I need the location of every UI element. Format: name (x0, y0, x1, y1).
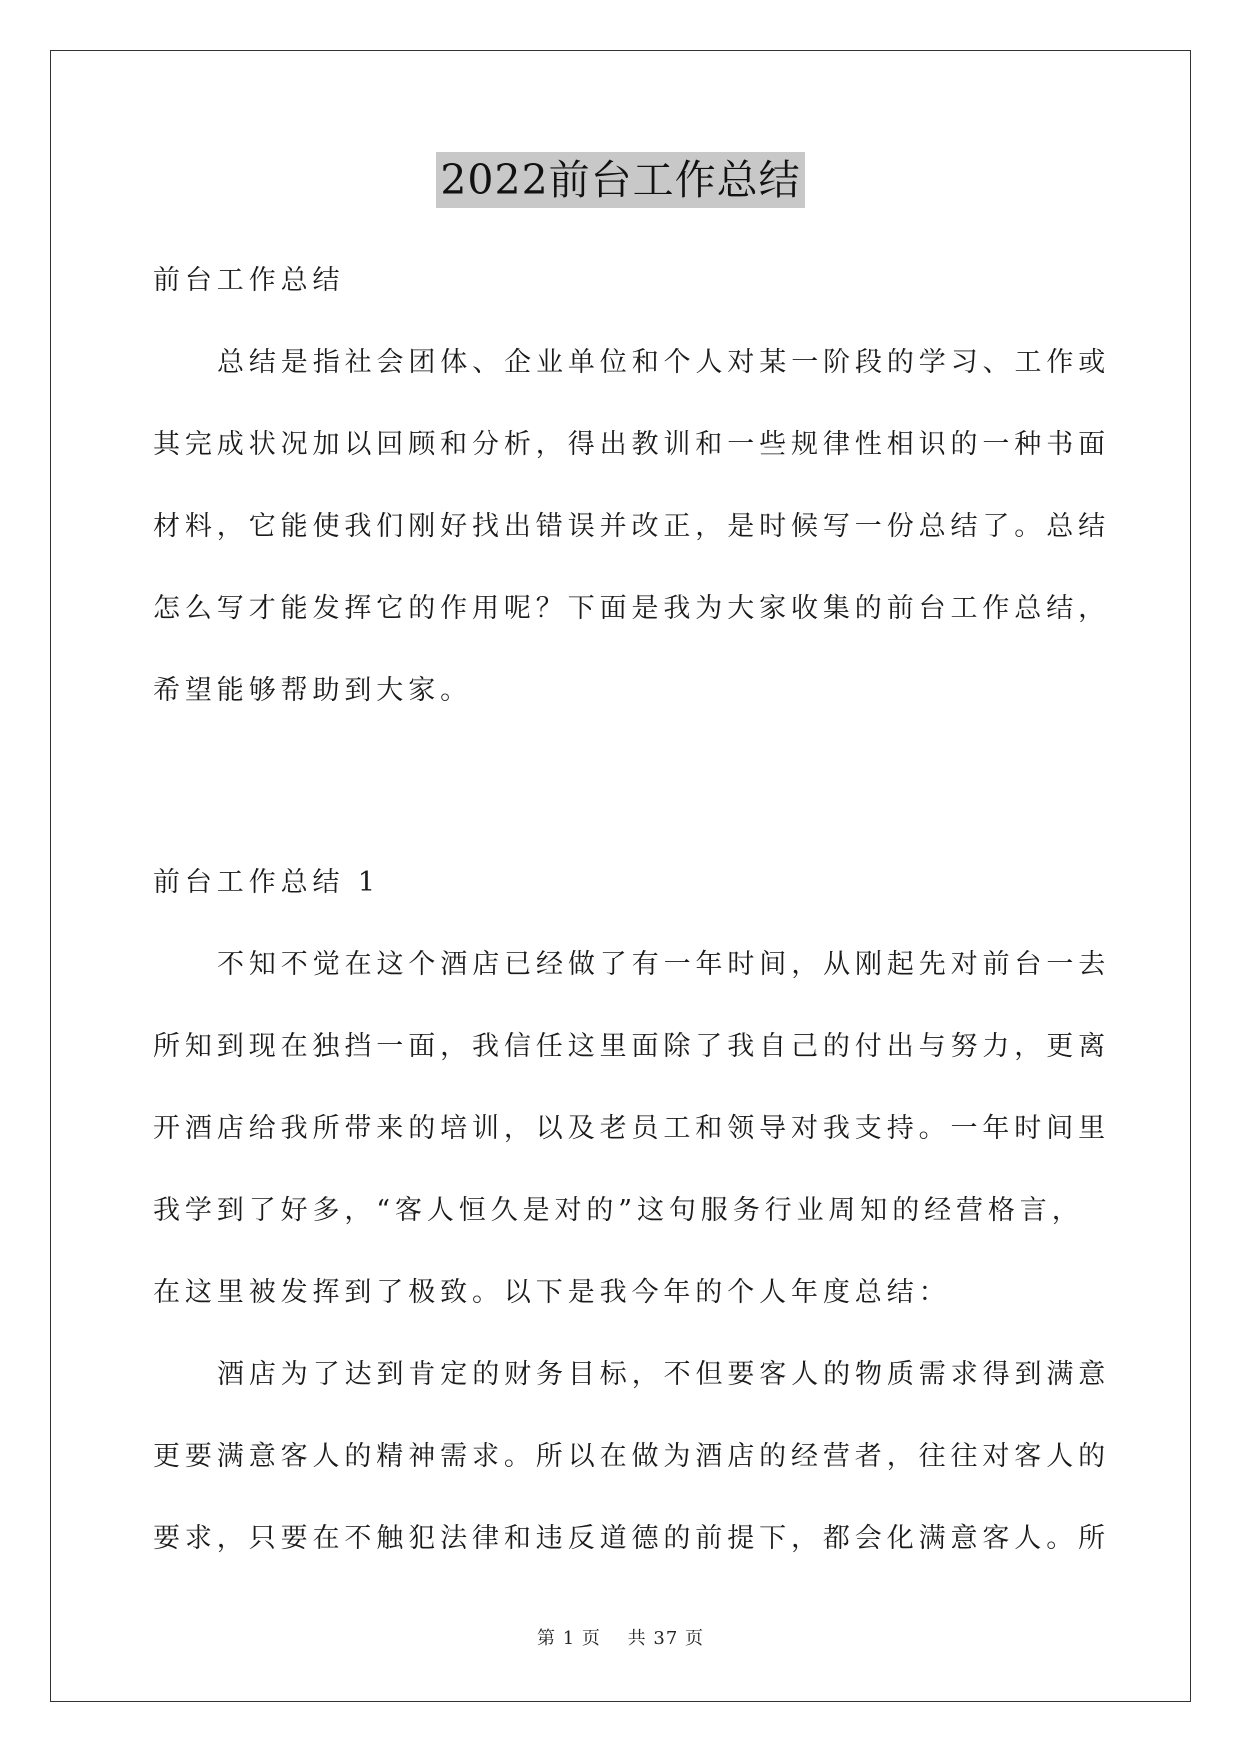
document-title: 2022前台工作总结 (436, 152, 804, 208)
page-number: 第 1 页 (537, 1628, 601, 1649)
paragraph-line: 酒店为了达到肯定的财务目标，不但要客人的物质需求得到满意 (217, 1359, 1111, 1390)
page-footer (0, 1627, 1241, 1651)
paragraph-line: 我学到了好多，“客人恒久是对的”这句服务行业周知的经营格言， (153, 1195, 1084, 1226)
page-total: 共 37 页 (627, 1628, 704, 1649)
section-heading: 前台工作总结 (153, 265, 345, 296)
paragraph-line: 其完成状况加以回顾和分析，得出教训和一些规律性相识的一种书面 (153, 429, 1110, 460)
title-container (0, 152, 1241, 208)
paragraph-line: 要求，只要在不触犯法律和违反道德的前提下，都会化满意客人。所 (153, 1523, 1110, 1554)
paragraph-line: 开酒店给我所带来的培训，以及老员工和领导对我支持。一年时间里 (153, 1113, 1110, 1144)
section-spacer (153, 732, 1091, 842)
paragraph-line: 更要满意客人的精神需求。所以在做为酒店的经营者，往往对客人的 (153, 1441, 1110, 1472)
paragraph-line: 总结是指社会团体、企业单位和个人对某一阶段的学习、工作或 (217, 347, 1111, 378)
section-heading: 前台工作总结 1 (153, 867, 380, 898)
paragraph-line: 不知不觉在这个酒店已经做了有一年时间，从刚起先对前台一去 (217, 949, 1111, 980)
paragraph-line: 材料，它能使我们刚好找出错误并改正，是时候写一份总结了。总结 (153, 511, 1110, 542)
paragraph-line: 怎么写才能发挥它的作用呢？下面是我为大家收集的前台工作总结， (153, 593, 1110, 624)
paragraph-line: 所知到现在独挡一面，我信任这里面除了我自己的付出与努力，更离 (153, 1031, 1110, 1062)
paragraph-line: 希望能够帮助到大家。 (153, 675, 472, 706)
paragraph-line: 在这里被发挥到了极致。以下是我今年的个人年度总结： (153, 1277, 951, 1308)
document-body (153, 240, 1111, 1580)
